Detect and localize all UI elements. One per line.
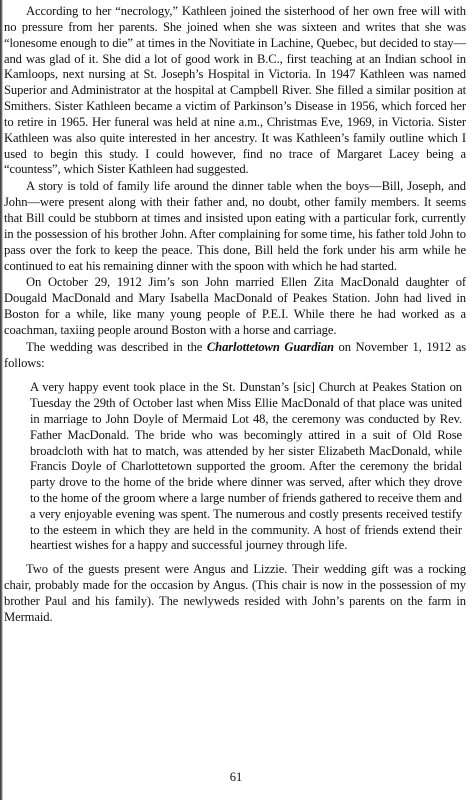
paragraph-wedding-guests: Two of the guests present were Angus and Lizzie. Their wedding gift was a rocking chair, probably made for the occasion by Angus. (This chair is now in the possession of my brother Paul and his family). The newlyweds resided with John’s parents on the farm in Mermaid. [4,562,466,624]
wedding-intro-text-after: on November 1, 1912 as follows: [4,339,466,370]
paragraph-dinner-story: A story is told of family life around the dinner table when the boys—Bill, Joseph, and John—were present along with their father and, no doubt, other family members. It seems that Bill could be stubborn at times and insisted upon eating with a particular fork, currently in the possession of his brother John. After complaining for some time, his father told John to pass over the fork to keep the peace. This done, Bill held the fork under his arm while he continued to eat his remaining dinner with the spoon with which he had started. [4,179,466,273]
paragraph-wedding-intro [4,340,466,372]
wedding-intro-text-before: The wedding was described in the [26,339,207,354]
newspaper-quote-text: A very happy event took place in the St. Dunstan’s [sic] Church at Peakes Station on Tuesday the 29th of October last when Miss Ellie MacDonald of that place was united in marriage to John Doyle of Mermaid Lot 48, the ceremony was conducted by Rev. Father MacDonald. The bride who was becomingly attired in a suit of Old Rose broadcloth with hat to match, was attended by her sister Elizabeth MacDonald, while Francis Doyle of Charlottetown supported the groom. After the ceremony the bridal party drove to the home of the bride where dinner was served, after which they drove to the home of the groom where a large number of friends gathered to receive them and a very enjoyable evening was spent. The numerous and costly presents received testify to the esteem in which they are held in the community. A host of friends extend their heartiest wishes for a happy and successful journey through life. [30,380,462,553]
publication-title: Charlottetown Guardian [206,339,334,354]
paragraph-wedding-1912: On October 29, 1912 Jim’s son John married Ellen Zita MacDonald daughter of Dougald MacDonald and Mary Isabella MacDonald of Peakes Station. John had lived in Boston for a while, like many young people of P.E.I. While there he had worked as a coachman, taxiing people around Boston with a horse and carriage. [4,275,466,337]
page-number: 61 [229,770,243,784]
newspaper-quote-block [30,380,462,554]
scan-edge-shadow [0,0,3,800]
paragraph-necrology: According to her “necrology,” Kathleen joined the sisterhood of her own free will with no pressure from her parents. She joined when she was sixteen and writes that she was “lonesome enough to die” at times in the Novitiate in Lachine, Quebec, but decided to stay—and was glad of it. She did a lot of good work in B.C., first teaching at an Indian school in Kamloops, next nursing at St. Joseph’s Hospital in Victoria. In 1947 Kathleen was named Superior and Administrator at the hospital at Campbell River. She filled a similar position at Smithers. Sister Kathleen became a victim of Parkinson’s Disease in 1956, which forced her to retire in 1965. Her funeral was held at nine a.m., Christmas Eve, 1969, in Victoria. Sister Kathleen was also quite interested in her ancestry. It was Kathleen’s family outline which I used to begin this study. I could however, find no trace of Margaret Lacey being a “countess”, which Sister Kathleen had suggested. [4,4,466,177]
